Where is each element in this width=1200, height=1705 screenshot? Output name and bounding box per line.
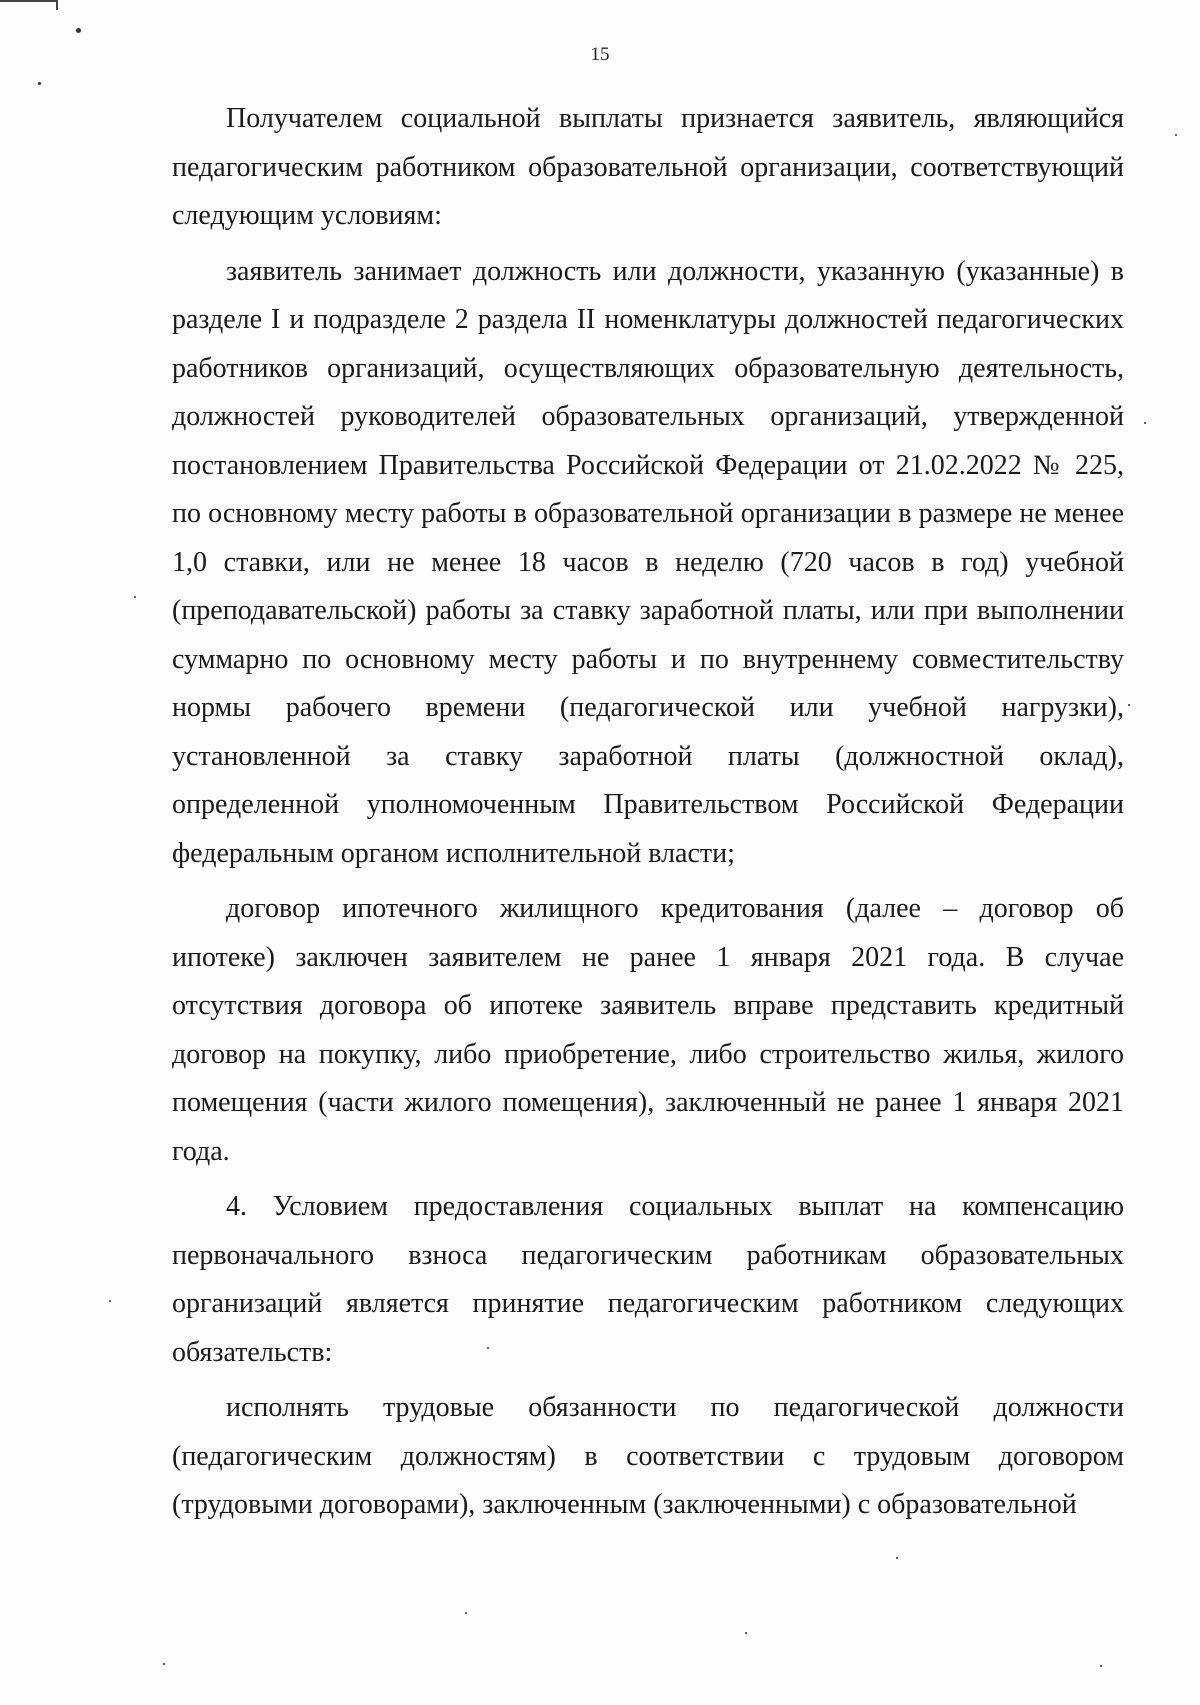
paragraph-clause-4: 4. Условием предоставления социальных выплат на компенсацию первоначального взноса педагогическим работникам образовательных организаций является принятие педагогическим работником следующих обязательств: [172, 1191, 1124, 1368]
scan-speck [465, 1612, 467, 1614]
scan-speck [1128, 704, 1130, 706]
scan-speck [1100, 1665, 1102, 1667]
scan-speck [76, 28, 81, 33]
paragraph-position-condition: заявитель занимает должность или должности, указанную (указанные) в разделе I и подразделе 2 раздела II номенклатуры должностей педагогических работников организаций, осуществляющих образовательную деятельность, должностей руководителей образовательных организаций, утвержденной постановлением Правительства Российской Федерации от 21.02.2022 № 225, по основному месту работы в образовательной организации в размере не менее 1,0 ставки, или не менее 18 часов в неделю (720 часов в год) учебной (преподавательской) работы за ставку заработной платы, или при выполнении суммарно по основному месту работы и по внутреннему совместительству нормы рабочего времени (педагогической или учебной нагрузки), установленной за ставку заработной платы (должностной оклад), определенной уполномоченным Правительством Российской Федерации федеральным органом исполнительной власти; [172, 255, 1124, 869]
scan-edge-mark-vertical [56, 0, 58, 10]
scan-speck [745, 1632, 747, 1634]
scan-edge-mark [0, 0, 58, 2]
page-number: 15 [590, 44, 610, 65]
paragraph-mortgage-agreement: договор ипотечного жилищного кредитования (далее – договор об ипотеке) заключен заявителем не ранее 1 января 2021 года. В случае отсутствия договора об ипотеке заявитель вправе представить кредитный договор на покупку, либо приобретение, либо строительство жилья, жилого помещения (части жилого помещения), заключенный не ранее 1 января 2021 года. [172, 893, 1124, 1167]
scan-speck [109, 1300, 111, 1302]
scan-speck [1144, 422, 1146, 424]
scan-speck [1175, 134, 1177, 136]
paragraph-recipient-definition: Получателем социальной выплаты признается заявитель, являющийся педагогическим работником образовательной организации, соответствующий следующим условиям: [172, 103, 1124, 231]
document-body [172, 95, 1124, 1530]
scan-speck [896, 1557, 898, 1559]
paragraph-duties-obligation: исполнять трудовые обязанности по педагогической должности (педагогическим должностям) в соответствии с трудовым договором (трудовыми договорами), заключенным (заключенными) с образовательной [172, 1392, 1124, 1520]
scan-speck [134, 596, 136, 598]
scan-speck [163, 1663, 165, 1665]
scan-speck [38, 82, 41, 85]
